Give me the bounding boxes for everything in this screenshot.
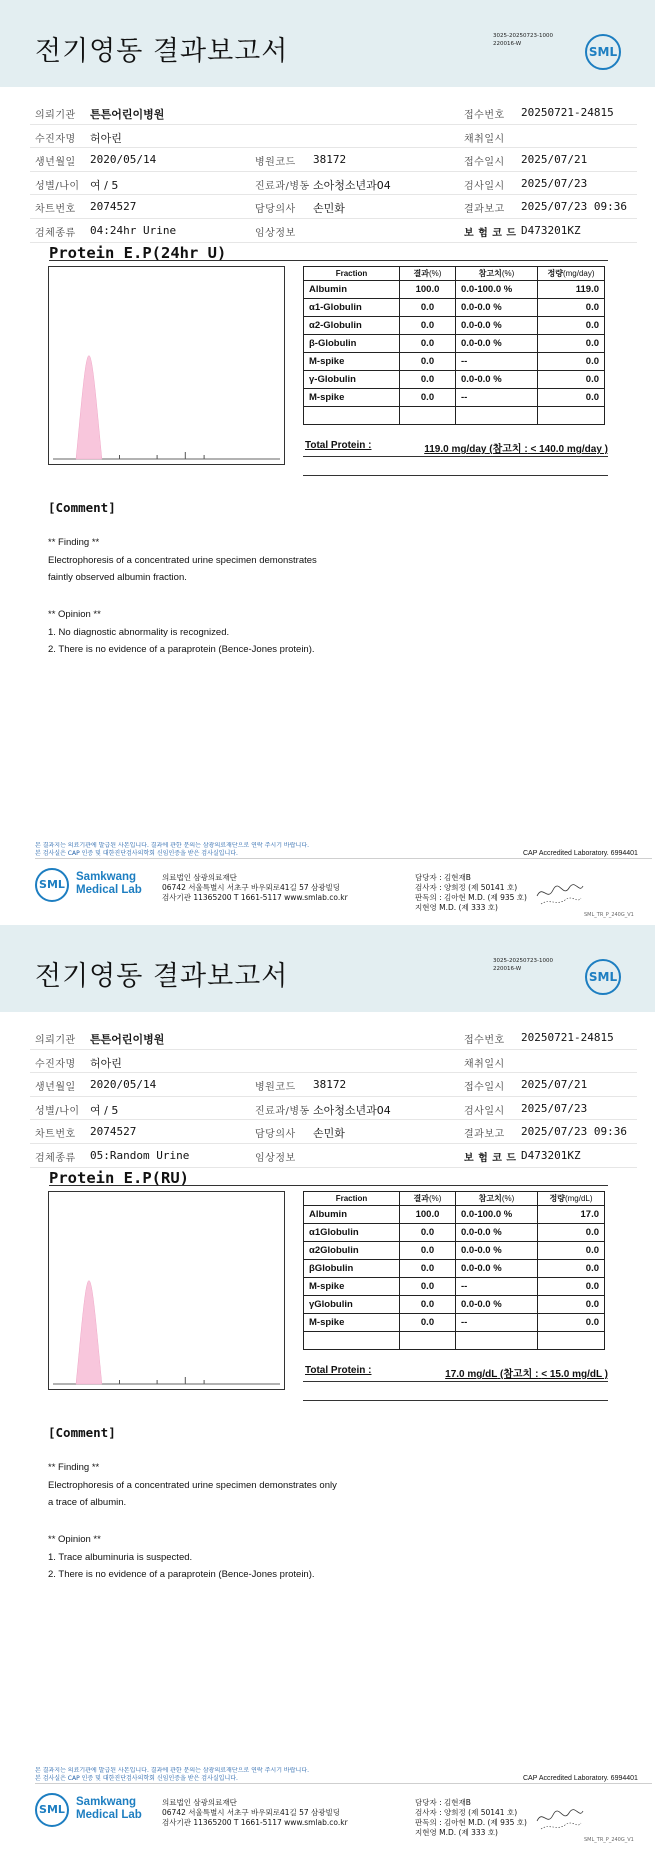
doc-code: SML_TR_P_240G_V1 [584,912,634,918]
cell-conc: 0.0 [538,317,605,335]
cell-conc: 0.0 [538,1224,605,1242]
table-row [304,317,605,335]
signature-icon [535,878,585,908]
specimen-label: 검체종류 [35,1152,76,1164]
sml-logo-icon: SML [585,34,621,70]
table-row-empty [304,1332,605,1350]
dept-value: 소아청소년과04 [313,1103,391,1117]
cell-fraction: M-spike [304,353,400,371]
chart-no-label: 차트번호 [35,204,76,216]
cell-conc: 17.0 [538,1206,605,1224]
cell-ref: 0.0-0.0 % [456,371,538,389]
result-table [303,1191,605,1350]
cell-empty [400,1332,456,1350]
cell-result: 0.0 [400,1260,456,1278]
cell-result: 0.0 [400,389,456,407]
cell-fraction: M-spike [304,1278,400,1296]
collection-label: 채취일시 [464,133,505,145]
patient-value: 허아린 [90,1056,122,1070]
cell-empty [538,1332,605,1350]
cell-ref: 0.0-100.0 % [456,281,538,299]
samkwang-logo [35,1793,145,1829]
table-row [304,1296,605,1314]
clinical-label: 임상정보 [255,227,296,239]
cell-result: 0.0 [400,335,456,353]
cell-fraction: α1-Globulin [304,299,400,317]
hospital-code-label: 병원코드 [255,157,296,169]
cell-result: 0.0 [400,299,456,317]
cell-fraction: α1Globulin [304,1224,400,1242]
doctor-value: 손민화 [313,1127,345,1141]
institution-value: 튼튼어린이병원 [90,108,165,121]
received-label: 접수일시 [464,1082,505,1094]
cell-fraction: M-spike [304,389,400,407]
hospital-code-label: 병원코드 [255,1082,296,1094]
cell-empty [400,407,456,425]
cell-conc: 0.0 [538,353,605,371]
sex-age-label: 성별/나이 [35,180,80,192]
received-label: 접수일시 [464,157,505,169]
chart-ticks [120,452,205,459]
cell-result: 0.0 [400,1242,456,1260]
doctor-value: 손민화 [313,202,345,216]
cap-accreditation: CAP Accredited Laboratory. 6994401 [523,850,638,857]
opinion-line: 2. There is no evidence of a paraprotein (Bence-Jones protein). [48,1569,315,1580]
cell-ref: 0.0-0.0 % [456,299,538,317]
cell-ref: 0.0-0.0 % [456,1242,538,1260]
cell-ref: -- [456,1278,538,1296]
info-row [30,1097,637,1121]
sex-age-label: 성별/나이 [35,1105,80,1117]
report-page-2 [0,925,655,1850]
cell-fraction: βGlobulin [304,1260,400,1278]
divider [35,858,652,859]
cell-result: 0.0 [400,353,456,371]
cell-fraction: γ-Globulin [304,371,400,389]
cell-ref: 0.0-0.0 % [456,1260,538,1278]
info-row [30,1073,637,1097]
albumin-peak [76,1281,102,1384]
info-row [30,101,637,125]
sml-logo-icon: SML [35,1793,69,1827]
header-code: 3025-20250723-1000 220016-W [493,958,553,972]
electrophoresis-plot [49,267,284,464]
info-row [30,1120,637,1144]
org-info: 의료법인 삼광의료재단 06742 서울특별시 서초구 바우뫼로41길 57 삼광빌딩 검사기관 11365200 T 1661-5117 www.smlab.co.kr [162,873,348,902]
divider [303,1381,608,1382]
divider [303,475,608,476]
table-row [304,1224,605,1242]
info-row [30,1026,637,1050]
section-title: Protein E.P(RU) [49,1169,189,1187]
result-table [303,266,605,425]
signature-icon [535,1803,585,1833]
finding-title: ** Finding ** [48,1462,100,1473]
divider [35,1783,652,1784]
cell-ref: 0.0-0.0 % [456,317,538,335]
opinion-block [48,1531,315,1584]
table-row [304,1206,605,1224]
tested-label: 검사일시 [464,1105,505,1117]
table-row [304,371,605,389]
received-value: 2025/07/21 [521,1078,588,1092]
opinion-block [48,606,315,659]
tested-value: 2025/07/23 [521,1101,588,1115]
finding-block [48,534,317,587]
table-row [304,1260,605,1278]
sml-logo-icon: SML [585,959,621,995]
electrophoresis-plot [49,1192,284,1389]
total-protein-value: 119.0 mg/day (참고치 : < 140.0 mg/day ) [424,444,608,455]
table-row [304,1278,605,1296]
comment-title: [Comment] [48,1425,116,1440]
info-row [30,148,637,172]
doctor-label: 담당의사 [255,204,296,216]
cell-ref: 0.0-0.0 % [456,1224,538,1242]
patient-label: 수진자명 [35,1058,76,1070]
hospital-code-value: 38172 [313,1078,347,1092]
patient-info [30,1026,637,1168]
col-fraction: Fraction [304,1192,400,1206]
info-row [30,125,637,149]
cell-result: 100.0 [400,281,456,299]
finding-title: ** Finding ** [48,537,100,548]
institution-label: 의뢰기관 [35,110,76,121]
cell-ref: -- [456,353,538,371]
cell-fraction: Albumin [304,1206,400,1224]
patient-info [30,101,637,243]
collection-label: 채취일시 [464,1058,505,1070]
cell-empty [304,407,400,425]
doctor-label: 담당의사 [255,1129,296,1141]
chart-no-label: 차트번호 [35,1129,76,1141]
reported-value: 2025/07/23 09:36 [521,1125,627,1139]
col-ref: 참고치(%) [456,267,538,281]
dob-value: 2020/05/14 [90,153,157,167]
table-header-row [304,267,605,281]
cell-conc: 0.0 [538,335,605,353]
col-fraction: Fraction [304,267,400,281]
finding-line: Electrophoresis of a concentrated urine specimen demonstrates only [48,1479,337,1491]
cell-conc: 0.0 [538,1296,605,1314]
specimen-value: 04:24hr Urine [90,223,177,237]
opinion-line: 1. Trace albuminuria is suspected. [48,1551,193,1563]
table-row-empty [304,407,605,425]
table-row [304,281,605,299]
report-title: 전기영동 결과보고서 [35,36,289,67]
tested-value: 2025/07/23 [521,176,588,190]
tested-label: 검사일시 [464,180,505,192]
finding-block [48,1459,337,1512]
patient-label: 수진자명 [35,133,76,145]
cell-conc: 119.0 [538,281,605,299]
cell-conc: 0.0 [538,371,605,389]
dob-label: 생년월일 [35,1082,76,1094]
cell-conc: 0.0 [538,389,605,407]
electrophoresis-chart [48,266,285,465]
sex-age-value: 여 / 5 [90,1103,119,1117]
receipt-no-value: 20250721-24815 [521,106,614,119]
opinion-title: ** Opinion ** [48,1534,101,1545]
opinion-line: 2. There is no evidence of a paraprotein (Bence-Jones protein). [48,644,315,655]
table-row [304,389,605,407]
cell-fraction: β-Globulin [304,335,400,353]
divider [303,1400,608,1401]
cell-empty [304,1332,400,1350]
cell-conc: 0.0 [538,1242,605,1260]
table-row [304,353,605,371]
report-title: 전기영동 결과보고서 [35,961,289,992]
specimen-label: 검체종류 [35,227,76,239]
info-row [30,1050,637,1074]
col-result: 결과(%) [400,267,456,281]
finding-line: faintly observed albumin fraction. [48,572,187,583]
albumin-peak [76,356,102,459]
table-row [304,299,605,317]
info-row [30,172,637,196]
org-info: 의료법인 삼광의료재단 06742 서울특별시 서초구 바우뫼로41길 57 삼광빌딩 검사기관 11365200 T 1661-5117 www.smlab.co.kr [162,1798,348,1827]
reported-label: 결과보고 [464,204,505,216]
cell-conc: 0.0 [538,299,605,317]
institution-label: 의뢰기관 [35,1035,76,1046]
col-ref: 참고치(%) [456,1192,538,1206]
signatories: 담당자 : 김현재B 검사자 : 양희정 (제 50141 호) 판독의 : 김아현 M.D. (제 935 호) 지현영 M.D. (제 333 호) [415,873,527,912]
cell-ref: 0.0-100.0 % [456,1206,538,1224]
divider [49,1185,608,1186]
chart-ticks [120,1377,205,1384]
cell-conc: 0.0 [538,1278,605,1296]
barcode-label: 보 험 코 드 [464,1152,517,1164]
section-title: Protein E.P(24hr U) [49,244,227,262]
barcode-value: D473201KZ [521,1148,581,1162]
cell-fraction: M-spike [304,1314,400,1332]
col-conc: 정량(mg/dL) [538,1192,605,1206]
cell-empty [538,407,605,425]
cell-conc: 0.0 [538,1260,605,1278]
cell-conc: 0.0 [538,1314,605,1332]
table-header-row [304,1192,605,1206]
signatories: 담당자 : 김현재B 검사자 : 양희정 (제 50141 호) 판독의 : 김아현 M.D. (제 935 호) 지현영 M.D. (제 333 호) [415,1798,527,1837]
dob-value: 2020/05/14 [90,1078,157,1092]
cell-result: 100.0 [400,1206,456,1224]
hospital-code-value: 38172 [313,153,347,167]
dept-label: 진료과/병동 [255,1105,310,1117]
doc-code: SML_TR_P_240G_V1 [584,1837,634,1843]
barcode-value: D473201KZ [521,223,581,237]
chart-no-value: 2074527 [90,200,137,214]
disclaimer: 본 결과지는 의료기관에 발급된 사본입니다. 결과에 관한 문의는 삼광의료재단으로 연락 주시기 바랍니다. 본 검사실은 CAP 인증 및 대한진단검사의학회 신임인증을 받은 검사실입니다. [35,1767,310,1782]
specimen-value: 05:Random Urine [90,1148,190,1162]
clinical-label: 임상정보 [255,1152,296,1164]
info-row [30,1144,637,1168]
divider [49,260,608,261]
info-row [30,195,637,219]
sex-age-value: 여 / 5 [90,178,119,192]
cell-result: 0.0 [400,1314,456,1332]
table-row [304,1242,605,1260]
reported-label: 결과보고 [464,1129,505,1141]
cell-result: 0.0 [400,1296,456,1314]
reported-value: 2025/07/23 09:36 [521,200,627,214]
institution-value: 튼튼어린이병원 [90,1033,165,1046]
total-protein-label: Total Protein : [305,440,372,451]
total-protein-label: Total Protein : [305,1365,372,1376]
patient-value: 허아린 [90,131,122,145]
finding-line: Electrophoresis of a concentrated urine specimen demonstrates [48,554,317,566]
dept-value: 소아청소년과04 [313,178,391,192]
cell-result: 0.0 [400,1278,456,1296]
receipt-no-label: 접수번호 [464,110,505,121]
electrophoresis-chart [48,1191,285,1390]
cell-fraction: Albumin [304,281,400,299]
cell-empty [456,407,538,425]
table-row [304,335,605,353]
col-result: 결과(%) [400,1192,456,1206]
cell-ref: 0.0-0.0 % [456,1296,538,1314]
cell-empty [456,1332,538,1350]
sml-logo-icon: SML [35,868,69,902]
finding-line: a trace of albumin. [48,1497,127,1508]
total-protein-value: 17.0 mg/dL (참고치 : < 15.0 mg/dL ) [445,1369,608,1380]
logo-name: Samkwang Medical Lab [76,871,142,896]
header-code: 3025-20250723-1000 220016-W [493,33,553,47]
chart-no-value: 2074527 [90,1125,137,1139]
cap-accreditation: CAP Accredited Laboratory. 6994401 [523,1775,638,1782]
cell-ref: -- [456,1314,538,1332]
cell-result: 0.0 [400,1224,456,1242]
info-row [30,219,637,243]
samkwang-logo [35,868,145,904]
logo-name: Samkwang Medical Lab [76,1796,142,1821]
table-row [304,1314,605,1332]
disclaimer: 본 결과지는 의료기관에 발급된 사본입니다. 결과에 관한 문의는 삼광의료재단으로 연락 주시기 바랍니다. 본 검사실은 CAP 인증 및 대한진단검사의학회 신임인증을 받은 검사실입니다. [35,842,310,857]
receipt-no-label: 접수번호 [464,1035,505,1046]
dept-label: 진료과/병동 [255,180,310,192]
divider [303,456,608,457]
cell-fraction: α2-Globulin [304,317,400,335]
received-value: 2025/07/21 [521,153,588,167]
receipt-no-value: 20250721-24815 [521,1031,614,1044]
comment-title: [Comment] [48,500,116,515]
opinion-title: ** Opinion ** [48,609,101,620]
cell-result: 0.0 [400,317,456,335]
cell-fraction: α2Globulin [304,1242,400,1260]
col-conc: 정량(mg/day) [538,267,605,281]
cell-fraction: γGlobulin [304,1296,400,1314]
cell-ref: -- [456,389,538,407]
cell-ref: 0.0-0.0 % [456,335,538,353]
dob-label: 생년월일 [35,157,76,169]
cell-result: 0.0 [400,371,456,389]
opinion-line: 1. No diagnostic abnormality is recognized. [48,626,230,638]
barcode-label: 보 험 코 드 [464,227,517,239]
